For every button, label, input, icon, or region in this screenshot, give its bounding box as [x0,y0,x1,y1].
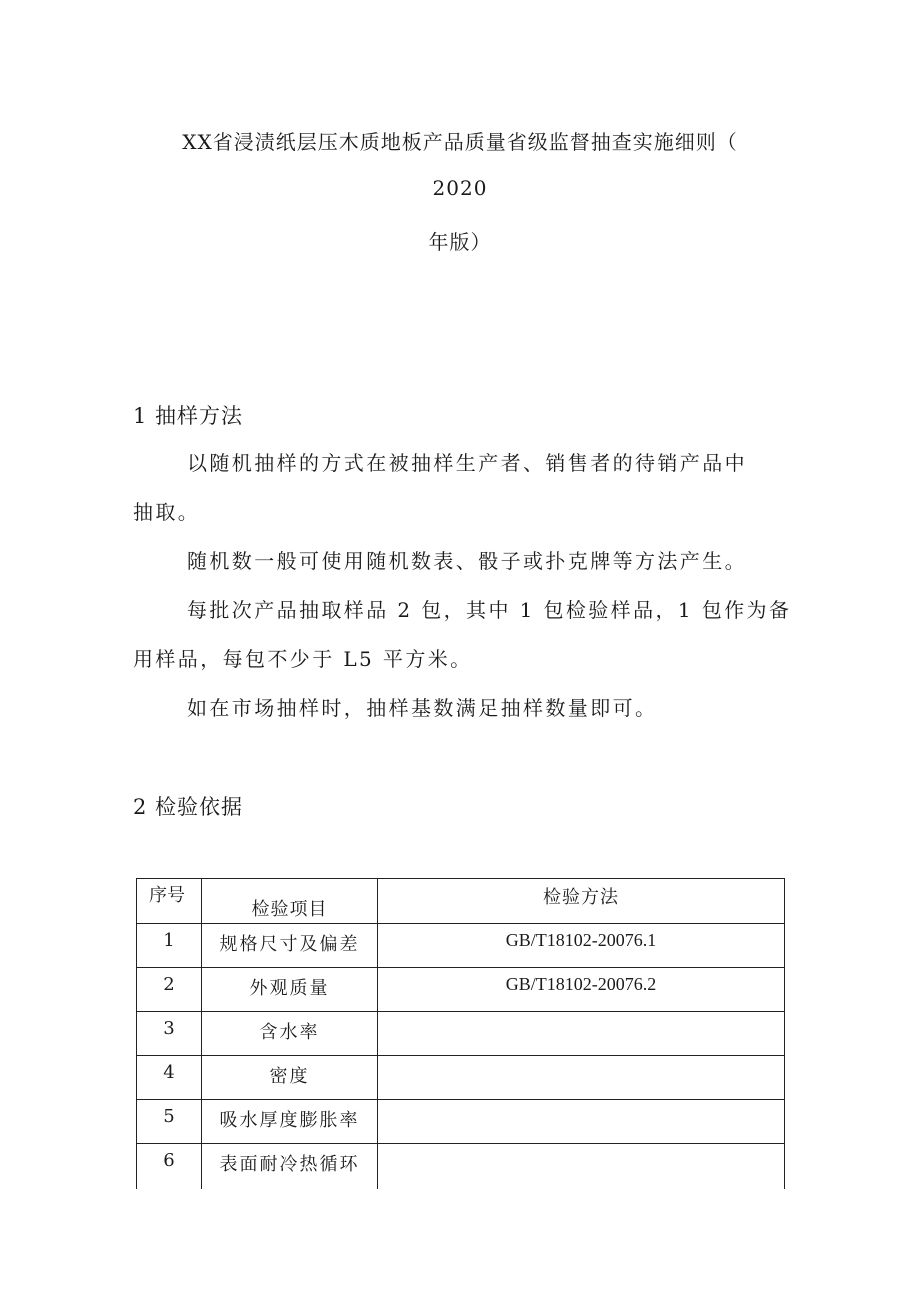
row-method [378,1012,785,1056]
header-no: 序号 [137,879,202,924]
row-method: GB/T18102-20076.1 [378,924,785,968]
row-no: 5 [137,1100,202,1144]
section-1-paragraph-1-line-1: 以随机抽样的方式在被抽样生产者、销售者的待销产品中 [187,451,747,475]
document-title-line-3: 年版） [428,230,492,254]
row-method [378,1056,785,1100]
section-2-heading: 2 检验依据 [133,795,244,819]
row-no: 2 [137,968,202,1012]
section-1-paragraph-3-line-2: 用样品，每包不少于 L5 平方米。 [133,647,473,671]
row-method [378,1144,785,1189]
row-method [378,1100,785,1144]
section-1-heading: 1 抽样方法 [133,404,244,428]
inspection-table [136,878,785,1189]
section-1-paragraph-2: 随机数一般可使用随机数表、骰子或扑克牌等方法产生。 [187,549,747,573]
header-item: 检验项目 [202,879,378,924]
table-header-row [137,879,785,924]
row-no: 3 [137,1012,202,1056]
table-row [137,1056,785,1100]
table-row [137,1012,785,1056]
document-title-line-2: 2020 [432,176,488,200]
row-no: 1 [137,924,202,968]
row-no: 4 [137,1056,202,1100]
row-method: GB/T18102-20076.2 [378,968,785,1012]
row-item: 表面耐冷热循环 [202,1144,378,1189]
table-row [137,924,785,968]
row-item: 吸水厚度膨胀率 [202,1100,378,1144]
document-title-line-1: XX省浸渍纸层压木质地板产品质量省级监督抽查实施细则（ [182,130,738,154]
row-item: 规格尺寸及偏差 [202,924,378,968]
row-item: 含水率 [202,1012,378,1056]
section-1-paragraph-4: 如在市场抽样时，抽样基数满足抽样数量即可。 [187,696,658,720]
section-1-paragraph-1-line-2: 抽取。 [133,500,201,524]
row-item: 外观质量 [202,968,378,1012]
table-row [137,1144,785,1189]
table-row [137,1100,785,1144]
section-1-paragraph-3-line-1: 每批次产品抽取样品 2 包，其中 1 包检验样品，1 包作为备 [187,598,792,622]
header-method: 检验方法 [378,879,785,924]
row-no: 6 [137,1144,202,1189]
row-item: 密度 [202,1056,378,1100]
table-row [137,968,785,1012]
